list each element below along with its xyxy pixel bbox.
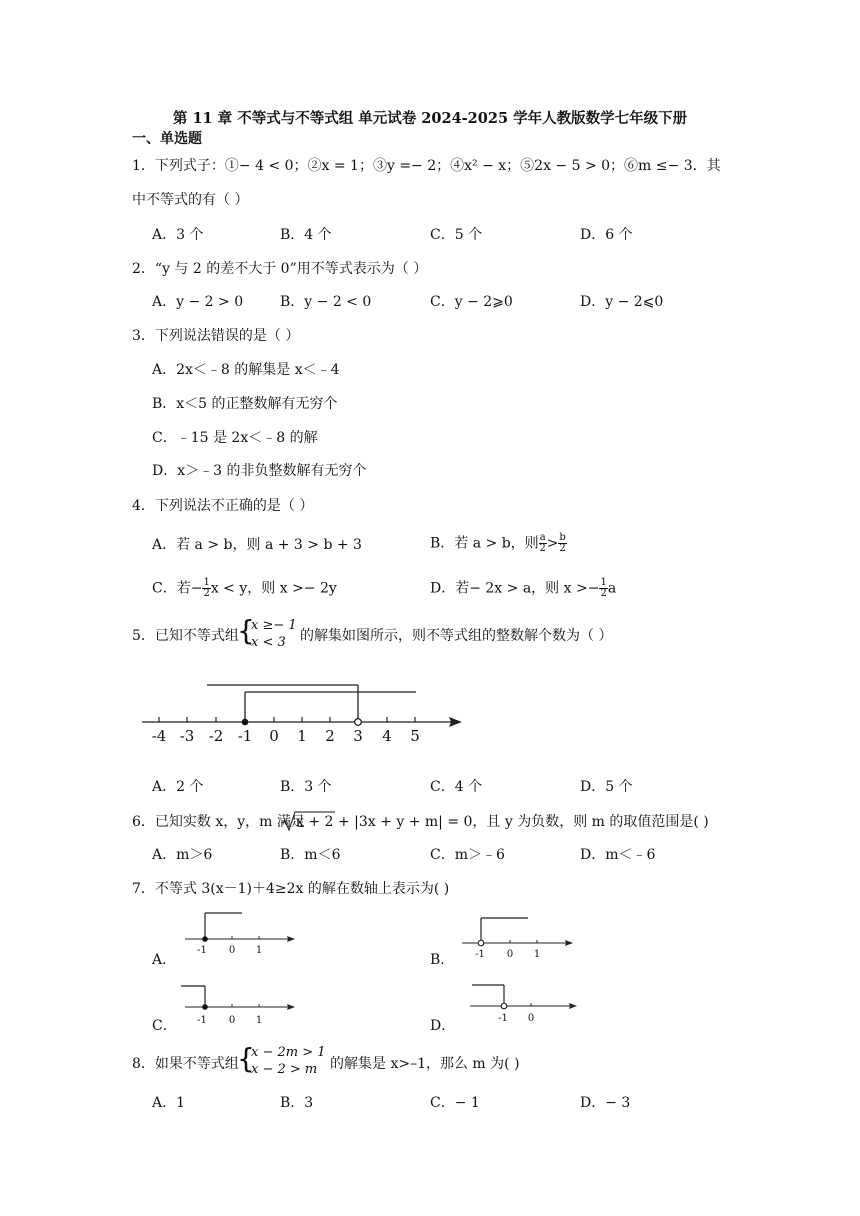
q8-stem-post: 的解集是 x>–1，那么 m 为( ): [330, 1056, 520, 1072]
q1-stem-line2: 中不等式的有（ ）: [132, 192, 249, 208]
q7-c-tick-label: 0: [228, 1015, 236, 1026]
q3-option-d: D．x＞﹣3 的非负整数解有无穷个: [152, 463, 367, 479]
q5-option-c: C．4 个: [430, 779, 483, 795]
q8-stem-pre: 8．如果不等式组: [132, 1056, 239, 1072]
q7-option-a-graph: [185, 913, 295, 956]
q3-option-a: A．2x＜﹣8 的解集是 x＜﹣4: [152, 362, 340, 378]
q7-d-tick-label: 0: [527, 1013, 535, 1024]
q5-tick-label: 3: [353, 727, 363, 745]
q5-option-d: D．5 个: [580, 779, 633, 795]
q7-c-tick-label: -1: [197, 1015, 207, 1026]
q7-c-tick-label: 1: [255, 1015, 263, 1026]
q2-option-a: A．y − 2 > 0: [152, 294, 244, 310]
q5-tick-label: -1: [237, 727, 253, 745]
q5-option-a: A．2 个: [152, 779, 204, 795]
q7-option-c-label: C．: [152, 1018, 177, 1034]
q3-stem: 3．下列说法错误的是（ ）: [132, 328, 300, 344]
q4-b-frac-num-b: b: [559, 532, 566, 543]
q8-option-d: D．− 3: [580, 1095, 631, 1111]
q4-c-frac-num: 1: [203, 577, 210, 588]
q4-stem: 4．下列说法不正确的是（ ）: [132, 498, 314, 514]
q4-option-c-pre: C．若−: [152, 580, 203, 597]
q4-option-d-post: a: [607, 580, 617, 597]
q7-a-tick-label: 0: [228, 945, 236, 956]
q1-option-b: B．4 个: [280, 227, 332, 243]
q2-option-b: B．y − 2 < 0: [280, 294, 372, 310]
q6-stem-mid: + |3x + y + m| = 0，且 y 为负数，则 m 的取值范围是( ): [338, 814, 709, 830]
section-heading: 一、单选题: [132, 131, 202, 147]
q7-option-c-graph: [181, 986, 295, 1026]
q1-option-c: C．5 个: [430, 227, 483, 243]
q8-option-b: B．3: [280, 1095, 314, 1111]
q7-b-tick-label: -1: [475, 949, 485, 960]
q6-option-c: C．m＞﹣6: [430, 847, 505, 863]
q3-option-c: C．﹣15 是 2x＜﹣8 的解: [152, 430, 318, 446]
q2-stem: 2．“y 与 2 的差不大于 0”用不等式表示为（ ）: [132, 261, 428, 277]
q3-option-b: B．x＜5 的正整数解有无穷个: [152, 396, 338, 412]
q5-tick-label: 4: [382, 727, 392, 745]
q5-tick-label: 0: [269, 727, 279, 745]
q4-d-frac-den: 2: [600, 588, 607, 599]
q5-stem-pre: 5．已知不等式组: [132, 628, 239, 644]
q5-tick-label: -4: [151, 727, 167, 745]
q4-c-frac-den: 2: [203, 588, 210, 599]
q7-option-a-label: A．: [152, 952, 177, 968]
q7-a-tick-label: -1: [197, 945, 207, 956]
q6-option-a: A．m＞6: [152, 847, 213, 863]
q8-system-line2: x − 2 > m: [251, 1062, 318, 1077]
q1-stem-line1: 1．下列式子：①− 4 < 0；②x = 1；③y =− 2；④x² − x；⑤2x − 5 > 0；⑥m ≤− 3．其: [132, 158, 721, 174]
q5-tick-label: -2: [208, 727, 224, 745]
q5-system-line2: x < 3: [251, 635, 286, 650]
q7-b-tick-label: 1: [533, 949, 541, 960]
page-title: 第 11 章 不等式与不等式组 单元试卷 2024-2025 学年人教版数学七年级下册: [172, 110, 688, 127]
q2-option-d: D．y − 2⩽0: [580, 294, 664, 310]
q4-option-d-pre: D．若− 2x > a，则 x >−: [430, 580, 600, 597]
q8-option-c: C．− 1: [430, 1095, 480, 1111]
q8-brace-icon: {: [237, 1042, 255, 1075]
q4-option-a: A．若 a > b，则 a + 3 > b + 3: [152, 537, 362, 553]
q6-sqrt-content: x + 2: [296, 814, 334, 830]
q8-system-line1: x − 2m > 1: [251, 1045, 326, 1060]
q7-option-d-label: D．: [430, 1018, 456, 1034]
q6-stem-pre: 6．已知实数 x，y，m 满足: [132, 814, 305, 830]
q7-option-b-graph: [462, 918, 573, 960]
q4-option-c-post: x < y，则 x >− 2y: [210, 580, 337, 597]
q5-tick-label: -3: [179, 727, 195, 745]
q7-d-tick-label: -1: [498, 1013, 508, 1024]
q7-option-d-graph: [470, 985, 577, 1024]
q5-open-dot: [355, 719, 362, 726]
q5-stem-post: 的解集如图所示，则不等式组的整数解个数为（ ）: [300, 628, 613, 644]
q5-system-line1: x ≥− 1: [251, 618, 297, 633]
q1-option-a: A．3 个: [152, 227, 204, 243]
q4-option-b-text: B．若 a > b，则: [430, 535, 539, 552]
q7-stem: 7．不等式 3(x－1)＋4≥2x 的解在数轴上表示为( ): [132, 881, 450, 897]
q4-b-frac-den-b: 2: [559, 543, 566, 554]
q5-brace-icon: {: [237, 614, 255, 647]
q5-tick-label: 1: [297, 727, 307, 745]
q7-a-tick-label: 1: [255, 945, 263, 956]
q4-option-b: B．若 a > b，则 $\frac{a}{2}$ > $\frac{b}{2}$: [430, 532, 566, 554]
q4-b-frac-num-a: a: [539, 532, 546, 543]
q6-option-b: B．m＜6: [280, 847, 341, 863]
q4-b-frac-den-a: 2: [539, 543, 546, 554]
q4-d-frac-num: 1: [600, 577, 607, 588]
q6-option-d: D．m＜﹣6: [580, 847, 656, 863]
q5-tick-label: 5: [410, 727, 420, 745]
q5-ticks: [159, 717, 415, 722]
q5-closed-dot: [242, 719, 249, 726]
q5-option-b: B．3 个: [280, 779, 332, 795]
q7-b-tick-label: 0: [506, 949, 514, 960]
q7-option-b-label: B．: [430, 952, 455, 968]
q2-option-c: C．y − 2⩾0: [430, 294, 513, 310]
q1-option-d: D．6 个: [580, 227, 633, 243]
q8-option-a: A．1: [152, 1095, 186, 1111]
q5-tick-label: 2: [325, 727, 335, 745]
